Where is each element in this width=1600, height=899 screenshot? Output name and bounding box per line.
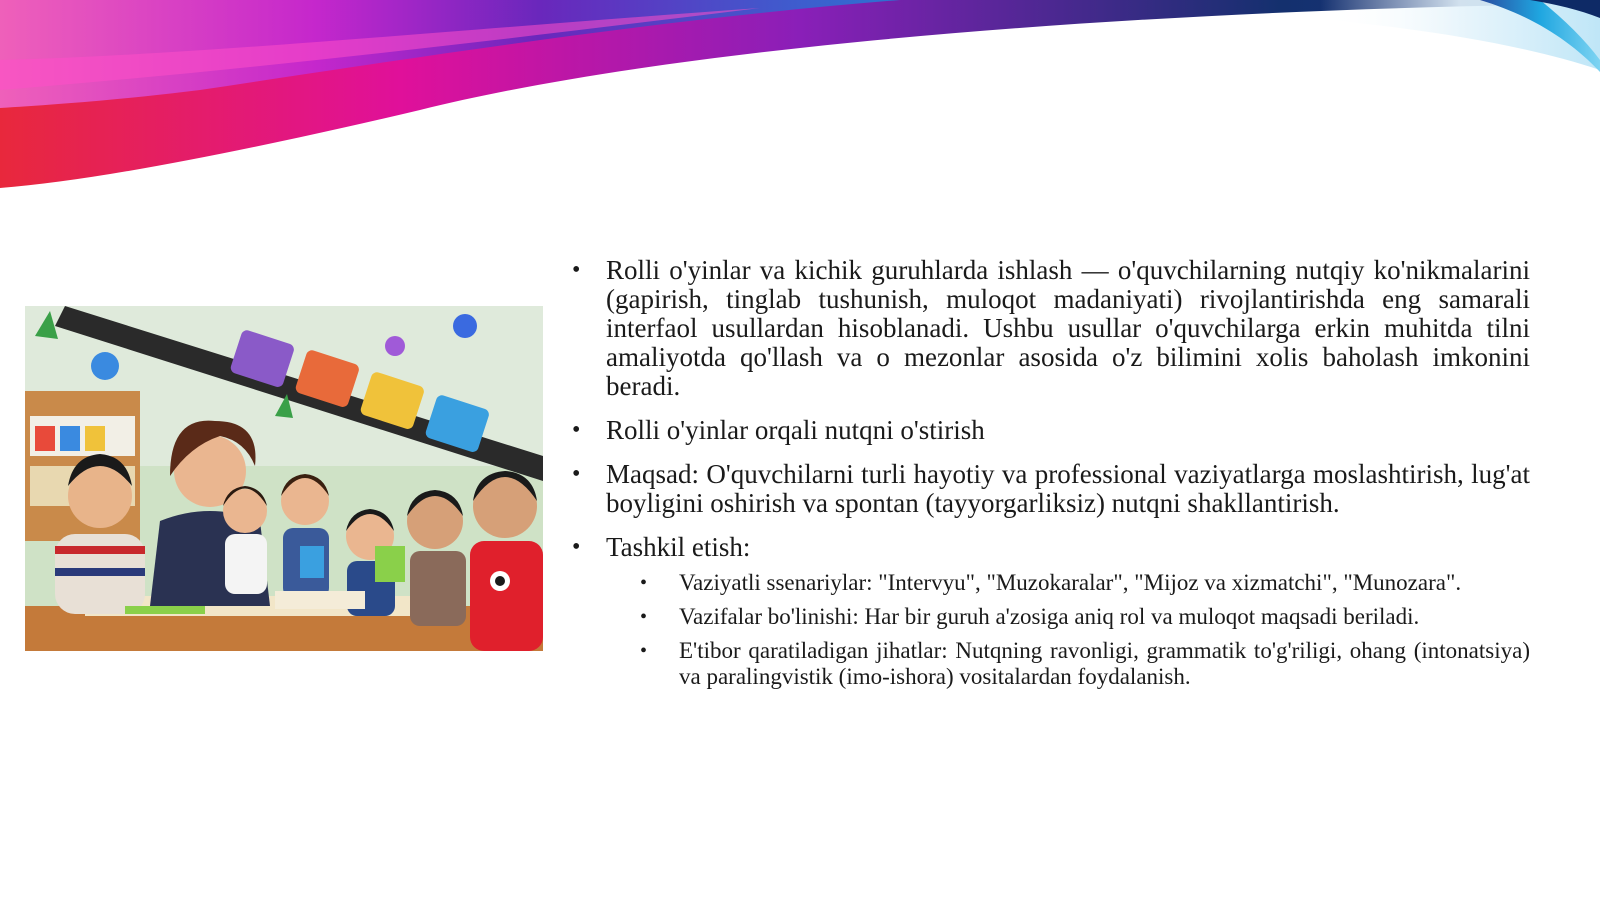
sub-bullet-text: E'tibor qaratiladigan jihatlar: Nutqning ravonligi, grammatik to'g'riligi, ohang (intonatsiya) va paralingvistik (imo-ishora) vositalardan foydalanish. [679,638,1530,689]
decorative-swoosh-banner [0,0,1600,200]
bullet-list [572,256,1530,690]
sub-bullet-list [606,570,1530,690]
bullet-text: Tashkil etish: [606,532,751,562]
bullet-text: Rolli o'yinlar orqali nutqni o'stirish [606,415,985,445]
sub-bullet-text: Vaziyatli ssenariylar: "Intervyu", "Muzokaralar", "Mijoz va xizmatchi", "Munozara". [679,570,1462,595]
classroom-photo [25,306,543,651]
sub-bullet-item [640,570,1530,596]
bullet-text: Rolli o'yinlar va kichik guruhlarda ishlash — o'quvchilarning nutqiy ko'nikmalarini (gapirish, tinglab tushunish, muloqot madaniyati) rivojlantirishda eng samarali interfaol usullardan hisoblanadi. Ushbu usullar o'quvchilarga erkin muhitda tilni amaliyotda qo'llash va o mezonlar asosida o'z bilimini xolis baholash imkonini beradi. [606,255,1530,401]
content-area [572,256,1530,705]
classroom-illustration [25,306,543,651]
bullet-text: Maqsad: O'quvchilarni turli hayotiy va professional vaziyatlarga moslashtirish, lug'at boyligini oshirish va spontan (tayyorgarliksiz) nutqni shakllantirish. [606,459,1530,518]
sub-bullet-item [640,604,1530,630]
bullet-item [572,416,1530,445]
sub-bullet-item [640,638,1530,690]
bullet-item [572,460,1530,518]
bullet-item [572,533,1530,690]
sub-bullet-text: Vazifalar bo'linishi: Har bir guruh a'zosiga aniq rol va muloqot maqsadi beriladi. [679,604,1420,629]
bullet-item [572,256,1530,401]
